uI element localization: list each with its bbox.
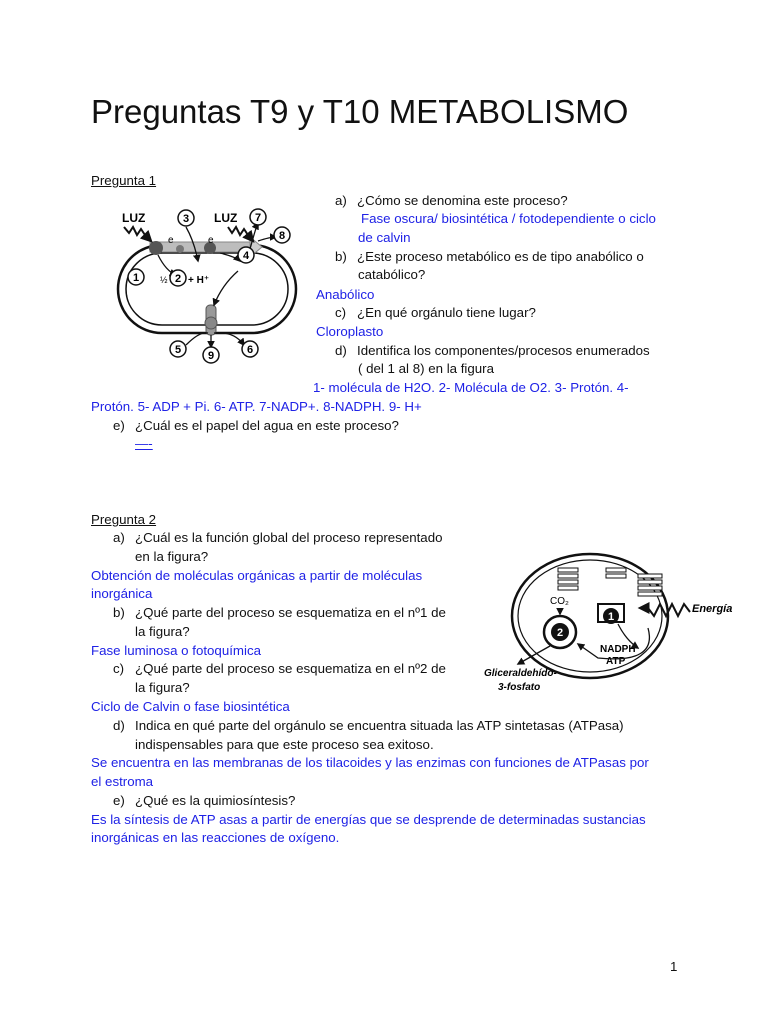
q2-d-question: d) Indica en qué parte del orgánulo se encuentra situada las ATP sintetasas (ATPasa): [113, 718, 624, 733]
callout-3: 3: [182, 213, 190, 225]
half-label: ½: [160, 275, 168, 285]
q1-b-answer: Anabólico: [316, 287, 375, 302]
callout-1: 1: [132, 272, 140, 284]
marker-1: 1: [607, 611, 615, 623]
q1-a-answer-line2: de calvin: [358, 230, 411, 245]
q1-e-question: e) ¿Cuál es el papel del agua en este proceso?: [113, 418, 399, 433]
q2-c-question: c) ¿Qué parte del proceso se esquematiza en el nº2 de: [113, 661, 446, 676]
q2-d-question-line2: indispensables para que este proceso sea exitoso.: [135, 737, 434, 752]
adp-arrow: [186, 333, 208, 345]
q1-b-question: b) ¿Este proceso metabólico es de tipo anabólico o: [335, 249, 644, 264]
granum-top: [606, 568, 626, 578]
inner-proton-arrow: [214, 271, 238, 305]
atp-synthase-head: [205, 317, 217, 329]
q2-e-question: e) ¿Qué es la quimiosíntesis?: [113, 793, 296, 808]
callout-4: 4: [242, 250, 250, 262]
q1-d-answer-line2: Protón. 5- ADP + Pi. 6- ATP. 7-NADP+. 8-NADPH. 9- H+: [91, 399, 422, 414]
photosystem-1: [149, 241, 163, 255]
q1-d-question: d) Identifica los componentes/procesos enumerados: [335, 343, 650, 358]
q2-b-answer: Fase luminosa o fotoquímica: [91, 643, 261, 658]
callout-5: 5: [174, 344, 182, 356]
luz-label-2: LUZ: [214, 211, 238, 225]
q2-e-answer-line2: inorgánicas en las reacciones de oxígeno.: [91, 830, 340, 845]
electron-flow-arrow: [220, 253, 240, 261]
figure-2-chloroplast: [478, 548, 740, 698]
q2-c-answer: Ciclo de Calvin o fase biosintética: [91, 699, 290, 714]
question-2-heading: Pregunta 2: [91, 512, 157, 527]
callout-8: 8: [278, 230, 286, 242]
q1-a-answer-line1: Fase oscura/ biosintética / fotodependiente o ciclo: [361, 211, 656, 226]
plus-h-label: + H⁺: [188, 275, 210, 286]
page-number: 1: [670, 959, 678, 974]
q1-a-question: a) ¿Cómo se denomina este proceso?: [335, 193, 568, 208]
glyceraldehyde-label-1: Gliceraldehído-: [484, 668, 557, 679]
callout-6: 6: [246, 344, 254, 356]
marker-2: 2: [556, 627, 564, 639]
q1-b-question-line2: catabólico?: [358, 267, 426, 282]
q2-b-question: b) ¿Qué parte del proceso se esquematiza en el nº1 de: [113, 605, 446, 620]
callout-9: 9: [207, 350, 215, 362]
q1-d-question-line2: ( del 1 al 8) en la figura: [358, 361, 495, 376]
q2-e-answer-line1: Es la síntesis de ATP asas a partir de energías que se desprende de determinadas sustancias: [91, 812, 646, 827]
q2-d-answer-line1: Se encuentra en las membranas de los tilacoides y las enzimas con funciones de ATPasas por: [91, 755, 649, 770]
callout-7: 7: [254, 212, 262, 224]
energia-label: Energía: [692, 603, 733, 615]
q2-a-answer-line1: Obtención de moléculas orgánicas a partir de moléculas: [91, 568, 423, 583]
granum-left: [558, 568, 578, 590]
q1-c-answer: Cloroplasto: [316, 324, 384, 339]
co2-label: CO₂: [550, 596, 569, 607]
glyceraldehyde-label-2: 3-fosfato: [498, 682, 541, 693]
q2-a-question: a) ¿Cuál es la función global del proceso representado: [113, 530, 443, 545]
q1-d-answer-line1: 1- molécula de H2O. 2- Molécula de O2. 3- Protón. 4-: [313, 380, 629, 395]
page-title: Preguntas T9 y T10 METABOLISMO: [91, 93, 629, 130]
atp-label: ATP: [606, 656, 626, 667]
q1-e-answer: —-: [135, 436, 153, 451]
chloroplast-outer: [512, 554, 668, 678]
figure-1-diagram: [110, 205, 320, 365]
callout-2: 2: [174, 273, 182, 285]
electron-label-1: e: [168, 235, 174, 246]
electron-band: [150, 242, 250, 252]
light-wave-1: [124, 227, 151, 241]
q2-a-question-line2: en la figura?: [135, 549, 209, 564]
nadph-label: NADPH: [600, 644, 636, 655]
atp-arrow: [214, 333, 244, 345]
q1-c-question: c) ¿En qué orgánulo tiene lugar?: [335, 305, 536, 320]
nadph-arrow: [258, 237, 276, 241]
electron-carrier: [176, 245, 184, 253]
question-1-heading: Pregunta 1: [91, 173, 157, 188]
luz-label-1: LUZ: [122, 211, 146, 225]
q2-d-answer-line2: el estroma: [91, 774, 154, 789]
light-wave-2: [228, 227, 253, 241]
q2-b-question-line2: la figura?: [135, 624, 190, 639]
q2-a-answer-line2: inorgánica: [91, 586, 153, 601]
energy-wave: [640, 604, 690, 616]
electron-label-2: e: [208, 235, 214, 246]
q2-c-question-line2: la figura?: [135, 680, 190, 695]
